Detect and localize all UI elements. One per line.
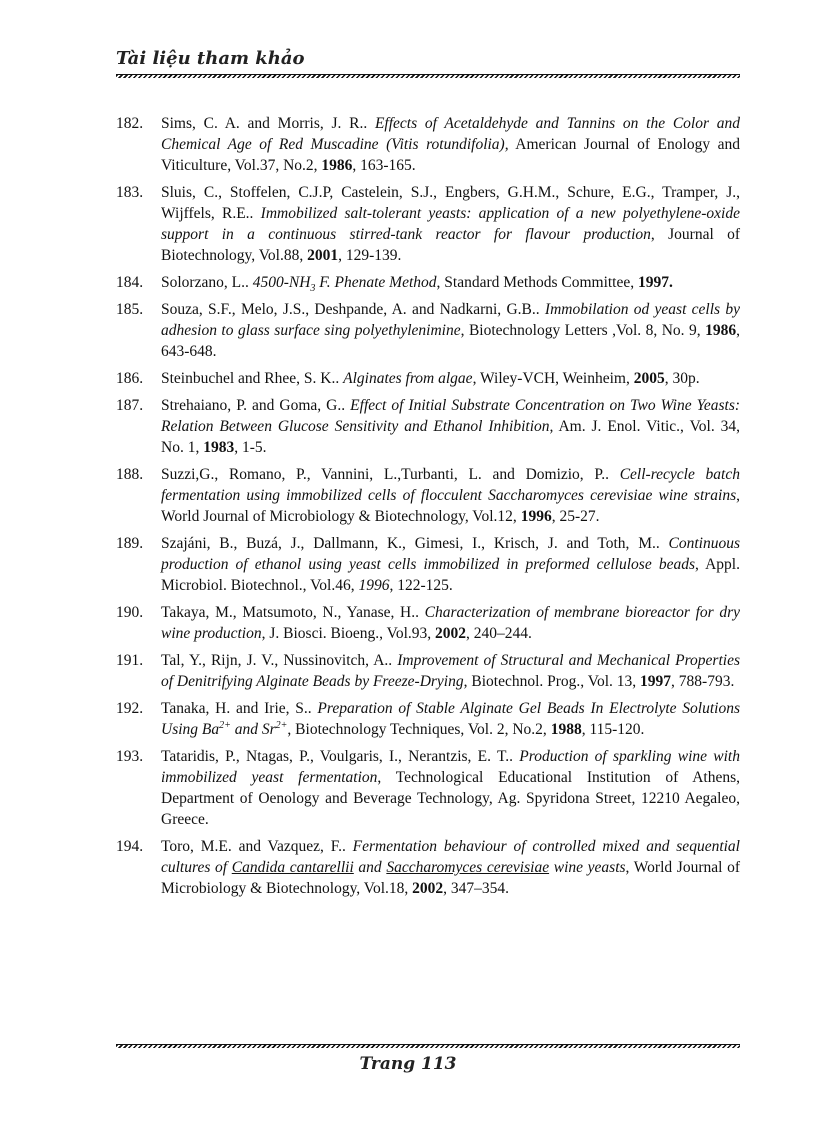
reference-number: 188. <box>116 466 144 483</box>
reference-text-part: , Appl. Microbiol. Biotechnol., Vol.46, <box>161 556 740 594</box>
reference-number: 191. <box>116 652 144 669</box>
reference-text-part: , Standard Methods Committee, <box>436 274 638 291</box>
reference-text-part: , Biotechnology Letters ,Vol. 8, No. 9, <box>460 322 706 339</box>
reference-number: 186. <box>116 370 144 387</box>
reference-text-part: Immobilation od yeast cells by adhesion to glass surface sing polyethylenimine <box>161 301 740 339</box>
reference-number: 183. <box>116 184 144 201</box>
reference-text-part: 1986 <box>321 157 353 174</box>
reference-text-part: F. Phenate Method <box>315 274 437 291</box>
reference-number: 192. <box>116 700 144 717</box>
reference-text-part: Candida cantarellii <box>231 859 354 876</box>
reference-text-part: Souza, S.F., Melo, J.S., Deshpande, A. and Nadkarni, G.B.. <box>161 301 545 318</box>
reference-text-part: Sluis, C., Stoffelen, C.J.P, Castelein, S.J., Engbers, G.H.M., Schure, E.G., Tramper, J., Wijffels, R.E.. <box>161 184 740 222</box>
reference-number: 182. <box>116 115 144 132</box>
reference-text-part: , 25-27. <box>551 508 600 525</box>
reference-text-part: and Sr <box>230 721 276 738</box>
reference-text <box>161 395 740 458</box>
reference-text-part: 2002 <box>435 625 467 642</box>
reference-text <box>161 272 740 293</box>
reference-text-part: Production of sparkling wine with immobilized yeast fermentation <box>161 748 740 786</box>
footer-rule <box>116 1044 740 1048</box>
reference-number: 184. <box>116 274 144 291</box>
reference-text <box>161 368 740 389</box>
reference-text-part: Effect of Initial Substrate Concentration on Two Wine Yeasts: Relation Between Glucose Sensitivity and Ethanol Inhibition, <box>161 397 741 435</box>
reference-text-part: Improvement of Structural and Mechanical Properties of Denitrifying Alginate Beads by Freeze-Drying <box>161 652 740 690</box>
reference-text-part: , Biotechnology Techniques, Vol. 2, No.2, <box>287 721 551 738</box>
reference-entry <box>116 698 740 740</box>
reference-text-part: Alginates from algae <box>343 370 473 387</box>
reference-text-part: Immobilized salt-tolerant yeasts: application of a new polyethylene-oxide support in a continuous stirred-tank reactor for flavour production <box>161 205 740 243</box>
reference-number: 190. <box>116 604 144 621</box>
reference-number: 193. <box>116 748 144 765</box>
reference-text-part: Saccharomyces cerevisiae <box>386 859 550 876</box>
reference-entry <box>116 113 740 176</box>
reference-text-part: Fermentation behaviour of controlled mixed and sequential cultures of <box>161 838 740 876</box>
reference-text-part: Steinbuchel and Rhee, S. K.. <box>161 370 344 387</box>
reference-text-part: 2+ <box>219 719 231 731</box>
reference-text-part: 1986 <box>705 322 737 339</box>
reference-text-part: 2001 <box>307 247 339 264</box>
reference-text-part: , World Journal of Microbiology & Biotechnology, Vol.18, <box>161 859 740 897</box>
reference-entry <box>116 299 740 362</box>
reference-text-part: , 115-120. <box>581 721 645 738</box>
reference-text <box>161 299 740 362</box>
reference-text-part: Effects of Acetaldehyde and Tannins on the Color and Chemical Age of Red Muscadine (Vitis rotundifolia), <box>161 115 740 153</box>
reference-entry <box>116 602 740 644</box>
reference-text-part: Cell-recycle batch fermentation using immobilized cells of flocculent Saccharomyces cerevisiae wine strains <box>161 466 740 504</box>
reference-entry <box>116 746 740 830</box>
reference-text-part: Solorzano, L.. <box>161 274 253 291</box>
reference-text-part: Strehaiano, P. and Goma, G.. <box>161 397 351 414</box>
reference-text-part: Suzzi,G., Romano, P., Vannini, L.,Turbanti, L. and Domizio, P.. <box>161 466 620 483</box>
reference-entry <box>116 272 740 293</box>
reference-text-part: Continuous production of ethanol using yeast cells immobilized in preformed cellulose beads <box>161 535 740 573</box>
header-rule <box>116 74 740 78</box>
reference-number: 189. <box>116 535 144 552</box>
reference-text <box>161 182 740 266</box>
reference-text <box>161 836 740 899</box>
reference-text-part: Tataridis, P., Ntagas, P., Voulgaris, I., Nerantzis, E. T.. <box>161 748 520 765</box>
reference-number: 194. <box>116 838 144 855</box>
reference-text-part: Szajáni, B., Buzá, J., Dallmann, K., Gimesi, I., Krisch, J. and Toth, M.. <box>161 535 669 552</box>
reference-entry <box>116 533 740 596</box>
reference-text-part: 1996 <box>520 508 552 525</box>
reference-text-part: 2+ <box>275 719 288 731</box>
reference-text <box>161 113 740 176</box>
reference-text-part: Tanaka, H. and Irie, S.. <box>161 700 318 717</box>
reference-entry <box>116 368 740 389</box>
reference-text-part: 3 <box>310 283 316 295</box>
reference-text-part: and <box>353 859 387 876</box>
reference-text <box>161 650 740 692</box>
reference-text-part: Toro, M.E. and Vazquez, F.. <box>161 838 353 855</box>
reference-text <box>161 464 740 527</box>
reference-text <box>161 746 740 830</box>
reference-text-part: 1996 <box>358 577 390 594</box>
reference-text-part: , 163-165. <box>352 157 416 174</box>
reference-number: 185. <box>116 301 144 318</box>
reference-text-part: , Biotechnol. Prog., Vol. 13, <box>463 673 641 690</box>
reference-text-part: , 1-5. <box>234 439 267 456</box>
reference-entry <box>116 395 740 458</box>
reference-text-part: , Journal of Biotechnology, Vol.88, <box>161 226 741 264</box>
reference-text-part: Am. J. Enol. Vitic., Vol. 34, No. 1, <box>161 418 740 456</box>
reference-list <box>116 113 740 905</box>
reference-text-part: 2002 <box>412 880 444 897</box>
page-number: Trang 113 <box>359 1054 457 1074</box>
reference-text-part: 2005 <box>633 370 665 387</box>
reference-number: 187. <box>116 397 144 414</box>
reference-text-part: , 122-125. <box>389 577 453 594</box>
reference-text-part: , Technological Educational Institution of Athens, Department of Oenology and Beverage Technology, Ag. Spyridona Street, 12210 Aegaleo, Greece. <box>161 769 740 828</box>
reference-text-part: , 788-793. <box>671 673 735 690</box>
reference-text <box>161 602 740 644</box>
reference-text-part: , 347–354. <box>443 880 510 897</box>
reference-entry <box>116 182 740 266</box>
reference-text-part: 1988 <box>550 721 582 738</box>
reference-text-part: wine yeasts <box>549 859 626 876</box>
reference-text <box>161 533 740 596</box>
reference-text-part: American Journal of Enology and Viticulture, Vol.37, No.2, <box>161 136 740 174</box>
reference-text-part: , 129-139. <box>338 247 402 264</box>
reference-entry <box>116 650 740 692</box>
reference-text-part: 4500-NH <box>252 274 311 291</box>
reference-text-part: , 240–244. <box>466 625 532 642</box>
reference-text <box>161 698 740 740</box>
reference-text-part: , World Journal of Microbiology & Biotechnology, Vol.12, <box>161 487 740 525</box>
reference-text-part: Characterization of membrane bioreactor for dry wine production <box>161 604 741 642</box>
reference-text-part: , J. Biosci. Bioeng., Vol.93, <box>261 625 436 642</box>
reference-text-part: Tal, Y., Rijn, J. V., Nussinovitch, A.. <box>161 652 398 669</box>
reference-text-part: 1997. <box>638 274 673 291</box>
reference-text-part: Preparation of Stable Alginate Gel Beads In Electrolyte Solutions Using Ba <box>161 700 740 738</box>
reference-text-part: Sims, C. A. and Morris, J. R.. <box>161 115 375 132</box>
reference-entry <box>116 464 740 527</box>
header-title: Tài liệu tham khảo <box>116 48 305 69</box>
reference-text-part: , 643-648. <box>161 322 740 360</box>
reference-text-part: Takaya, M., Matsumoto, N., Yanase, H.. <box>161 604 425 621</box>
reference-text-part: , 30p. <box>664 370 700 387</box>
reference-text-part: 1997 <box>640 673 672 690</box>
reference-entry <box>116 836 740 899</box>
reference-text-part: , Wiley-VCH, Weinheim, <box>472 370 634 387</box>
reference-text-part: 1983 <box>203 439 235 456</box>
